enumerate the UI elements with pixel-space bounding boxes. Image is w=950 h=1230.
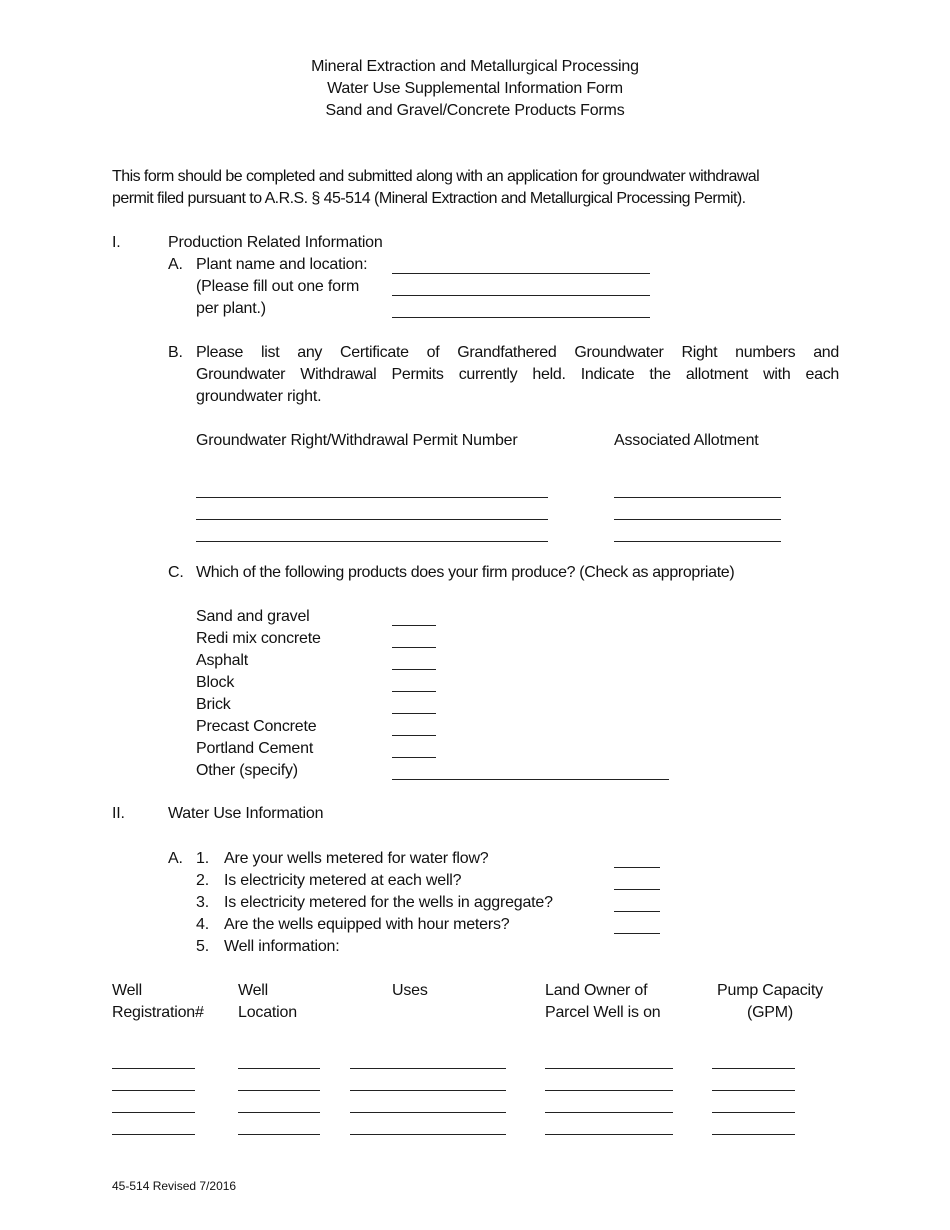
plant-name-note-1: (Please fill out one form: [196, 278, 360, 295]
question-number: 4.: [196, 916, 209, 933]
product-check-blank[interactable]: [392, 625, 436, 626]
plant-name-label: Plant name and location:: [196, 256, 368, 273]
other-specify-blank[interactable]: [392, 779, 669, 780]
section-1-numeral: I.: [112, 234, 121, 251]
uses-header: Uses: [392, 982, 428, 999]
land-owner-header: Parcel Well is on: [545, 1004, 661, 1021]
well-registration-blank[interactable]: [112, 1112, 195, 1113]
product-label: Redi mix concrete: [196, 630, 321, 647]
section-2-numeral: II.: [112, 805, 125, 822]
well-location-header: Location: [238, 1004, 297, 1021]
question-number: 3.: [196, 894, 209, 911]
plant-name-blank-3[interactable]: [392, 317, 650, 318]
pump-capacity-blank[interactable]: [712, 1090, 795, 1091]
item-b-letter: B.: [168, 344, 183, 361]
intro-line-1: This form should be completed and submitted along with an application for groundwater withdrawal: [112, 168, 760, 185]
answer-blank[interactable]: [614, 911, 660, 912]
permit-number-blank-3[interactable]: [196, 541, 548, 542]
product-label: Asphalt: [196, 652, 248, 669]
intro-line-2: permit filed pursuant to A.R.S. § 45-514 (Mineral Extraction and Metallurgical Processing Permit).: [112, 190, 746, 207]
question-text: Are the wells equipped with hour meters?: [224, 916, 510, 933]
item-b-line-1: Please list any Certificate of Grandfathered Groundwater Right numbers and: [196, 344, 839, 361]
uses-blank[interactable]: [350, 1112, 506, 1113]
permit-number-blank-2[interactable]: [196, 519, 548, 520]
answer-blank[interactable]: [614, 889, 660, 890]
well-location-blank[interactable]: [238, 1112, 320, 1113]
well-registration-header: Registration#: [112, 1004, 204, 1021]
land-owner-blank[interactable]: [545, 1112, 673, 1113]
well-registration-blank[interactable]: [112, 1090, 195, 1091]
permit-number-header: Groundwater Right/Withdrawal Permit Number: [196, 432, 518, 449]
land-owner-blank[interactable]: [545, 1090, 673, 1091]
question-text: Are your wells metered for water flow?: [224, 850, 489, 867]
title-line-2: Water Use Supplemental Information Form: [327, 80, 623, 97]
question-number: 5.: [196, 938, 209, 955]
well-registration-blank[interactable]: [112, 1134, 195, 1135]
item-2a-letter: A.: [168, 850, 183, 867]
product-label: Precast Concrete: [196, 718, 317, 735]
section-2-title: Water Use Information: [168, 805, 324, 822]
question-text: Well information:: [224, 938, 340, 955]
allotment-blank-2[interactable]: [614, 519, 781, 520]
land-owner-header: Land Owner of: [545, 982, 648, 999]
product-label: Brick: [196, 696, 231, 713]
well-registration-blank[interactable]: [112, 1068, 195, 1069]
uses-blank[interactable]: [350, 1134, 506, 1135]
land-owner-blank[interactable]: [545, 1068, 673, 1069]
pump-capacity-header: (GPM): [746, 1004, 794, 1021]
item-c-letter: C.: [168, 564, 184, 581]
form-revision-footer: 45-514 Revised 7/2016: [112, 1179, 237, 1193]
pump-capacity-blank[interactable]: [712, 1112, 795, 1113]
item-b-line-3: groundwater right.: [196, 388, 322, 405]
allotment-header: Associated Allotment: [614, 432, 759, 449]
uses-blank[interactable]: [350, 1090, 506, 1091]
product-check-blank[interactable]: [392, 691, 436, 692]
uses-blank[interactable]: [350, 1068, 506, 1069]
title-line-3: Sand and Gravel/Concrete Products Forms: [325, 102, 625, 119]
well-location-header: Well: [238, 982, 269, 999]
pump-capacity-blank[interactable]: [712, 1134, 795, 1135]
well-location-blank[interactable]: [238, 1068, 320, 1069]
pump-capacity-blank[interactable]: [712, 1068, 795, 1069]
products-question: Which of the following products does your firm produce? (Check as appropriate): [196, 564, 735, 581]
allotment-blank-1[interactable]: [614, 497, 781, 498]
product-label: Sand and gravel: [196, 608, 310, 625]
well-location-blank[interactable]: [238, 1134, 320, 1135]
title-line-1: Mineral Extraction and Metallurgical Processing: [311, 58, 639, 75]
pump-capacity-header: Pump Capacity: [717, 982, 823, 999]
plant-name-blank-2[interactable]: [392, 295, 650, 296]
well-location-blank[interactable]: [238, 1090, 320, 1091]
item-b-line-2: Groundwater Withdrawal Permits currently held. Indicate the allotment with each: [196, 366, 839, 383]
product-label: Block: [196, 674, 235, 691]
product-check-blank[interactable]: [392, 713, 436, 714]
allotment-blank-3[interactable]: [614, 541, 781, 542]
question-text: Is electricity metered at each well?: [224, 872, 462, 889]
question-number: 1.: [196, 850, 209, 867]
product-check-blank[interactable]: [392, 669, 436, 670]
plant-name-note-2: per plant.): [196, 300, 266, 317]
item-a-letter: A.: [168, 256, 183, 273]
product-label: Other (specify): [196, 762, 298, 779]
answer-blank[interactable]: [614, 867, 660, 868]
section-1-title: Production Related Information: [168, 234, 383, 251]
product-label: Portland Cement: [196, 740, 314, 757]
product-check-blank[interactable]: [392, 647, 436, 648]
question-text: Is electricity metered for the wells in aggregate?: [224, 894, 553, 911]
plant-name-blank-1[interactable]: [392, 273, 650, 274]
product-check-blank[interactable]: [392, 757, 436, 758]
product-check-blank[interactable]: [392, 735, 436, 736]
land-owner-blank[interactable]: [545, 1134, 673, 1135]
well-registration-header: Well: [112, 982, 143, 999]
question-number: 2.: [196, 872, 209, 889]
permit-number-blank-1[interactable]: [196, 497, 548, 498]
answer-blank[interactable]: [614, 933, 660, 934]
